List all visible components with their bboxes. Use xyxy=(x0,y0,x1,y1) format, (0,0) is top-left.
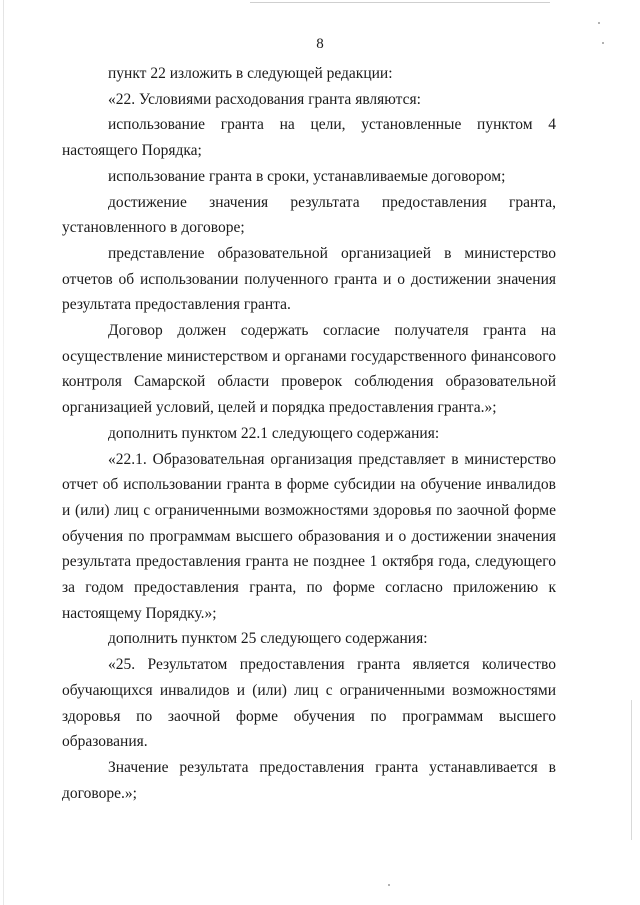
paragraph-contract-consent: Договор должен содержать согласие получателя гранта на осуществление министерством и органами государственного финансового контроля Самарской области проверок соблюдения образовательной организацией условий, целей и порядка предоставления гранта.»; xyxy=(62,322,556,417)
paragraph-condition-purpose: использование гранта на цели, установленные пунктом 4 настоящего Порядка; xyxy=(62,116,556,160)
scan-edge-left xyxy=(3,0,4,905)
page-number: 8 xyxy=(316,36,324,52)
paragraph-condition-result: достижение значения результата предоставления гранта, установленного в договоре; xyxy=(62,193,556,237)
paragraph-item-22-1: «22.1. Образовательная организация представляет в министерство отчет об использовании гранта в форме субсидии на обучение инвалидов и (или) лиц с ограниченными возможностями здоровья по заочной форме обучения по программам высшего образования и о достижении значения результата предоставления гранта не позднее 1 октября года, следующего за годом предоставления гранта, по форме согласно приложению к настоящему Порядку.»; xyxy=(62,450,556,622)
paragraph-result-value: Значение результата предоставления гранта устанавливается в договоре.»; xyxy=(62,758,556,802)
paragraph-item-25: «25. Результатом предоставления гранта является количество обучающихся инвалидов и (или) лиц с ограниченными возможностями здоровья по заочной форме обучения по программам высшего образования. xyxy=(62,656,556,751)
document-body xyxy=(62,61,556,806)
scan-edge-top xyxy=(250,2,550,3)
paragraph-add-item-22-1: дополнить пунктом 22.1 следующего содержания: xyxy=(108,424,440,442)
paragraph-item-22-heading: «22. Условиями расходования гранта являются: xyxy=(108,90,421,108)
scan-speck xyxy=(388,884,390,886)
scan-speck xyxy=(598,22,600,24)
scan-edge-right xyxy=(631,700,632,840)
paragraph-add-item-25: дополнить пунктом 25 следующего содержания: xyxy=(108,630,428,648)
paragraph-condition-terms: использование гранта в сроки, устанавливаемые договором; xyxy=(108,167,506,185)
paragraph-condition-reports: представление образовательной организацией в министерство отчетов об использовании полученного гранта и о достижении значения результата предоставления гранта. xyxy=(62,244,556,314)
paragraph-amend-item-22: пункт 22 изложить в следующей редакции: xyxy=(108,65,393,82)
